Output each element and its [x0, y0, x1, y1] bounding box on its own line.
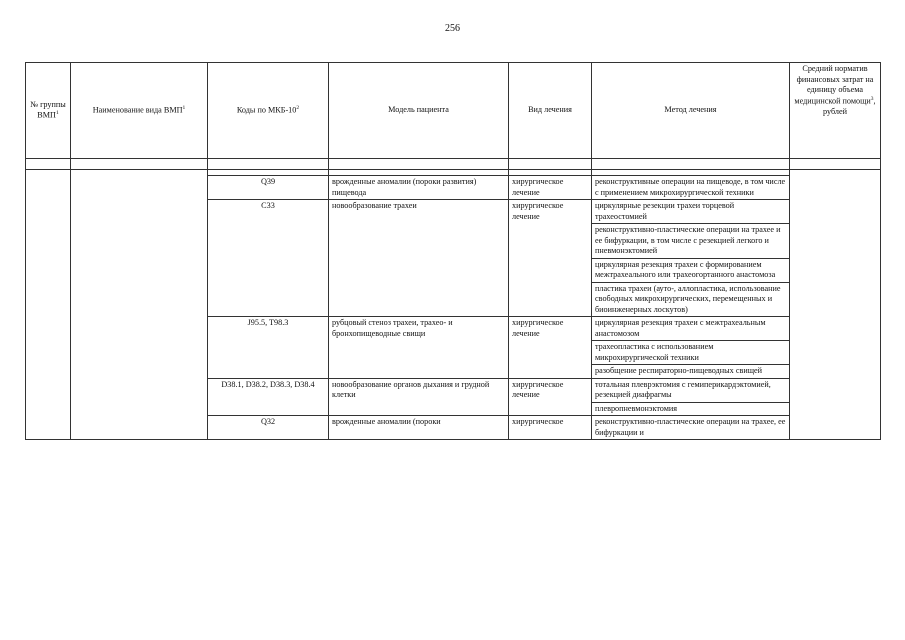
method-cell: реконструктивные операции на пищеводе, в том числе с применением микрохирургической техники [592, 176, 790, 200]
kind-cell: хирургическое лечение [509, 317, 592, 379]
header-row [26, 63, 881, 159]
kind-cell: хирургическое лечение [509, 200, 592, 317]
model-cell: врожденные аномалии (пороки [329, 416, 509, 440]
header-name: Наименование вида ВМП$^1$ [71, 63, 208, 159]
page-number: 256 [445, 23, 460, 34]
code-cell: D38.1, D38.2, D38.3, D38.4 [208, 378, 329, 416]
empty-row [26, 159, 881, 170]
cost-cell [790, 176, 881, 440]
code-cell: C33 [208, 200, 329, 317]
code-cell: Q32 [208, 416, 329, 440]
header-codes: Коды по МКБ-$10^2$ [208, 63, 329, 159]
method-cell: циркулярная резекция трахеи с межтрахеальным анастомозом [592, 317, 790, 341]
model-cell: рубцовый стеноз трахеи, трахео- и бронхопищеводные свищи [329, 317, 509, 379]
code-cell: Q39 [208, 176, 329, 200]
method-cell: циркулярная резекция трахеи с формированием межтрахеального или трахеогортанного анастомоза [592, 258, 790, 282]
model-cell: новообразование трахеи [329, 200, 509, 317]
model-cell: новообразование органов дыхания и грудной клетки [329, 378, 509, 416]
header-cost: Средний норматив финансовых затрат на единицу объема медицинской помощи$^3$, рублей [790, 63, 881, 159]
kind-cell: хирургическое лечение [509, 378, 592, 416]
header-model: Модель пациента [329, 63, 509, 159]
method-cell: пластика трахеи (ауто-, аллопластика, использование свободных микрохирургических, перемещенных и биоинженерных лоскутов) [592, 282, 790, 317]
code-cell: J95.5, T98.3 [208, 317, 329, 379]
method-cell: реконструктивно-пластические операции на трахее, ее бифуркации и [592, 416, 790, 440]
group-cell [26, 176, 71, 440]
kind-cell: хирургическое [509, 416, 592, 440]
vmp-table [25, 62, 881, 440]
kind-cell: хирургическое лечение [509, 176, 592, 200]
model-cell: врожденные аномалии (пороки развития) пищевода [329, 176, 509, 200]
method-cell: тотальная плеврэктомия с гемиперикардэктомией, резекцией диафрагмы [592, 378, 790, 402]
method-cell: разобщение респираторно-пищеводных свищей [592, 365, 790, 379]
method-cell: трахеопластика с использованием микрохирургической техники [592, 341, 790, 365]
name-cell [71, 176, 208, 440]
header-method: Метод лечения [592, 63, 790, 159]
header-kind: Вид лечения [509, 63, 592, 159]
method-cell: циркулярные резекции трахеи торцевой трахеостомией [592, 200, 790, 224]
table-row [26, 176, 881, 200]
header-group: № группы ВМП$^1$ [26, 63, 71, 159]
method-cell: плевропневмонэктомия [592, 402, 790, 416]
method-cell: реконструктивно-пластические операции на трахее и ее бифуркации, в том числе с резекцией легкого и пневмонэктомией [592, 224, 790, 259]
